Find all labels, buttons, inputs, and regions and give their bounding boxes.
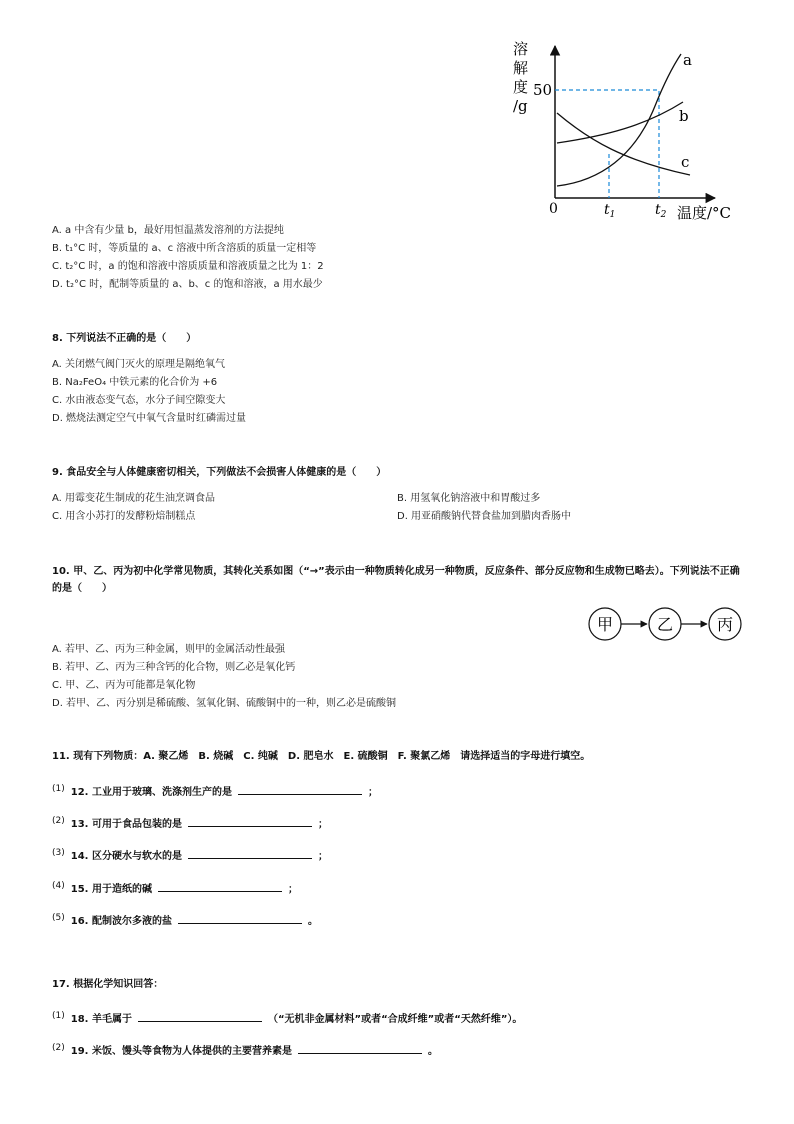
q11-item-1: (1) 12. 工业用于玻璃、洗涤剂生产的是 ； <box>52 784 378 798</box>
q8-option-c[interactable]: C. 水由液态变气态，水分子间空隙变大 <box>52 395 226 406</box>
x-marker-t1: $t_1$ <box>604 202 616 220</box>
q9-option-d[interactable]: D. 用亚硝酸钠代替食盐加到腊肉香肠中 <box>397 511 572 522</box>
transformation-diagram <box>585 604 745 644</box>
q17-stem: 17. 根据化学知识回答： <box>52 979 164 990</box>
q9-stem: 9. 食品安全与人体健康密切相关，下列做法不会损害人体健康的是（ ） <box>52 467 387 478</box>
q10-option-a[interactable]: A. 若甲、乙、丙为三种金属，则甲的金属活动性最强 <box>52 644 286 655</box>
q7-option-d[interactable]: D. t₂°C 时，配制等质量的 a、b、c 的饱和溶液，a 用水最少 <box>52 279 323 290</box>
q10-option-b[interactable]: B. 若甲、乙、丙为三种含钙的化合物，则乙必是氧化钙 <box>52 662 296 673</box>
q8-option-a[interactable]: A. 关闭燃气阀门灭火的原理是隔绝氧气 <box>52 359 226 370</box>
y-axis-label-4: /g <box>513 97 528 115</box>
series-label-b: b <box>679 107 689 125</box>
q10-stem: 10. 甲、乙、丙为初中化学常见物质，其转化关系如图（“→”表示由一种物质转化成另一种物质，反应条件、部分反应物和生成物已略去）。下列说法不正确的是（ ） <box>52 566 740 594</box>
q17-item-1: (1) 18. 羊毛属于 （“无机非金属材料”或者“合成纤维”或者“天然纤维”）。 <box>52 1011 523 1025</box>
origin-label: 0 <box>549 201 558 217</box>
node-jia <box>589 608 621 640</box>
series-label-c: c <box>681 153 690 171</box>
x-marker-t2: $t_2$ <box>655 202 667 220</box>
node-yi-label: 乙 <box>656 615 674 634</box>
answer-blank-16[interactable] <box>178 913 302 924</box>
q10-option-d[interactable]: D. 若甲、乙、丙分别是稀硫酸、氢氧化铜、硫酸铜中的一种，则乙必是硫酸铜 <box>52 698 397 709</box>
curve-a <box>557 54 681 186</box>
q8-option-d[interactable]: D. 燃烧法测定空气中氧气含量时红磷需过量 <box>52 413 247 424</box>
x-axis-label: 温度/°C <box>677 204 732 222</box>
answer-blank-13[interactable] <box>188 816 312 827</box>
node-bing-label: 丙 <box>716 615 734 634</box>
q7-option-c[interactable]: C. t₂°C 时，a 的饱和溶液中溶质质量和溶液质量之比为 1：2 <box>52 261 324 272</box>
q10-option-c[interactable]: C. 甲、乙、丙为可能都是氧化物 <box>52 680 196 691</box>
answer-blank-15[interactable] <box>158 881 282 892</box>
series-label-a: a <box>683 51 692 69</box>
y-axis-label-2: 解 <box>513 59 529 77</box>
q11-item-4: (4) 15. 用于造纸的碱 ； <box>52 881 298 895</box>
q7-option-b[interactable]: B. t₁°C 时，等质量的 a、c 溶液中所含溶质的质量一定相等 <box>52 243 317 254</box>
q11-item-3: (3) 14. 区分硬水与软水的是 ； <box>52 848 328 862</box>
q9-option-b[interactable]: B. 用氢氧化钠溶液中和胃酸过多 <box>397 493 541 504</box>
q11-stem: 11. 现有下列物质：A. 聚乙烯 B. 烧碱 C. 纯碱 D. 肥皂水 E. 硫酸铜 F. 聚氯乙烯 请选择适当的字母进行填空。 <box>52 751 591 762</box>
solubility-chart <box>505 36 755 226</box>
curve-b <box>557 102 683 143</box>
y-axis-label-1: 溶 <box>513 40 529 58</box>
y-axis-label-3: 度 <box>513 78 529 96</box>
q7-option-a[interactable]: A. a 中含有少量 b，最好用恒温蒸发溶剂的方法提纯 <box>52 225 284 236</box>
answer-blank-12[interactable] <box>238 784 362 795</box>
q11-item-5: (5) 16. 配制波尔多液的盐 。 <box>52 913 318 927</box>
node-jia-label: 甲 <box>596 615 614 634</box>
q9-option-c[interactable]: C. 用含小苏打的发酵粉焙制糕点 <box>52 511 196 522</box>
q8-option-b[interactable]: B. Na₂FeO₄ 中铁元素的化合价为 +6 <box>52 377 218 388</box>
q8-stem: 8. 下列说法不正确的是（ ） <box>52 333 197 344</box>
curve-c <box>557 113 690 175</box>
dashed-guide-50 <box>555 90 659 198</box>
node-yi <box>649 608 681 640</box>
node-bing <box>709 608 741 640</box>
q17-item-2: (2) 19. 米饭、馒头等食物为人体提供的主要营养素是 。 <box>52 1043 438 1057</box>
y-tick-50: 50 <box>533 81 553 99</box>
answer-blank-19[interactable] <box>298 1043 422 1054</box>
q11-item-2: (2) 13. 可用于食品包装的是 ； <box>52 816 328 830</box>
q9-option-a[interactable]: A. 用霉变花生制成的花生油烹调食品 <box>52 493 216 504</box>
answer-blank-14[interactable] <box>188 848 312 859</box>
answer-blank-18[interactable] <box>138 1011 262 1022</box>
